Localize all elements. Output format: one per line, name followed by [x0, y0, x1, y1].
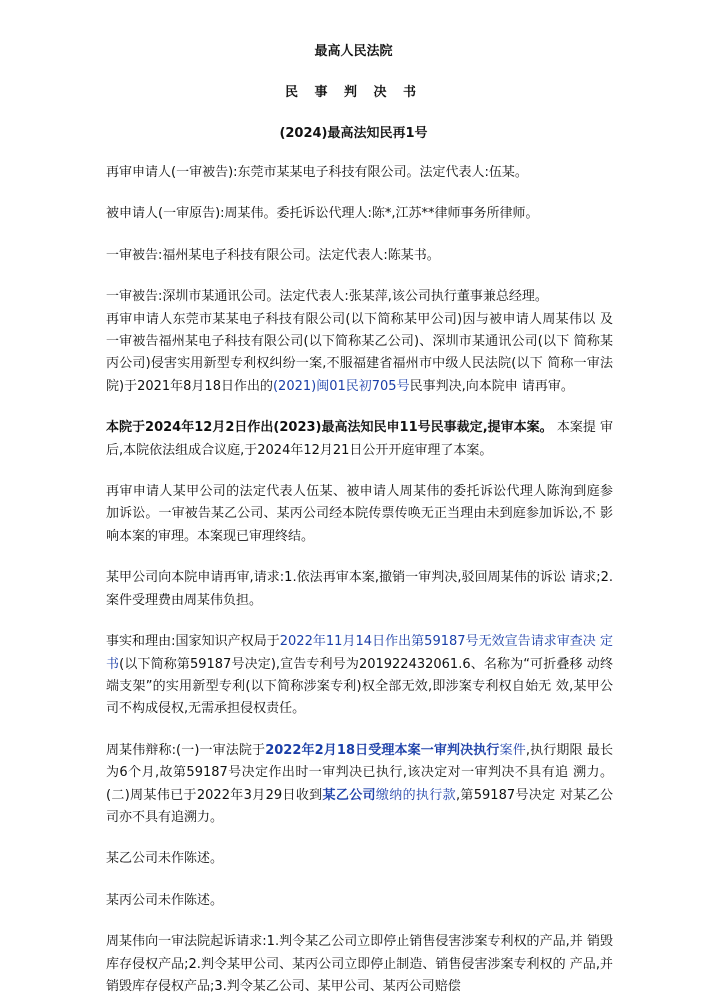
defense-text-a: 周某伟辩称:(一)一审法院于 — [106, 742, 266, 758]
paragraph-respondent: 被申请人(一审原告):周某伟。委托诉讼代理人:陈*,江苏**律师事务所律师。 — [106, 206, 539, 222]
company-b-link[interactable]: 某乙公司 — [322, 787, 376, 803]
case-background-text-b: 民事判决,向本院申 请再审。 — [409, 378, 574, 394]
paragraph-defense — [106, 740, 613, 830]
court-name: 最高人民法院 — [314, 44, 393, 59]
facts-text-b: (以下简称第59187号决定),宣告专利号为201922432061.6、名称为“可折叠移 动终端支架”的实用新型专利(以下简称涉案专利)权全部无效,即涉案专利权自始无 效,某甲公司不构成侵权,无需承担侵权责任。 — [106, 656, 613, 717]
paragraph-first-defendant: 一审被告:福州某电子科技有限公司。法定代表人:陈某书。 — [106, 247, 440, 263]
ruling-rest-text: 本案提 审后,本院依法组成合议庭,于2024年12月21日公开开庭审理了本案。 — [106, 420, 613, 458]
first-instance-judgment-link[interactable]: (2021)闽01民初705号 — [272, 378, 410, 394]
enforcement-case-link-suffix[interactable]: 案件 — [499, 742, 526, 758]
facts-text-a: 事实和理由:国家知识产权局于 — [106, 634, 280, 650]
paragraph-second-defendant: 一审被告:深圳市某通讯公司。法定代表人:张某萍,该公司执行董事兼总经理。 — [106, 289, 548, 305]
paragraph-ruling — [106, 417, 613, 462]
paragraph-hearing: 再审申请人某甲公司的法定代表人伍某、被申请人周某伟的委托诉讼代理人陈洵到庭参 加诉讼。一审被告某乙公司、某丙公司经本院传票传唤无正当理由未到庭参加诉讼,不 影响本案的审理。本案现已审理终结。 — [106, 484, 613, 544]
execution-payment-link[interactable]: 缴纳的执行款 — [375, 787, 456, 803]
paragraph-company-c-statement: 某丙公司未作陈述。 — [106, 892, 224, 908]
paragraph-retrial-applicant: 再审申请人(一审被告):东莞市某某电子科技有限公司。法定代表人:伍某。 — [106, 165, 528, 180]
invalidation-decision-link[interactable]: 2022年11月14日作出第59187号无效宣告请求审查决 定书 — [106, 634, 613, 672]
paragraph-first-instance-claims: 周某伟向一审法院起诉请求:1.判令某乙公司立即停止销售侵害涉案专利权的产品,并 销毁库存侵权产品;2.判令某甲公司、某丙公司立即停止制造、销售侵害涉案专利权的 产品,并销毁库存侵权产品;3.判令某乙公司、某甲公司、某丙公司赔偿 — [106, 934, 613, 994]
paragraph-company-b-statement: 某乙公司未作陈述。 — [106, 851, 224, 867]
ruling-bold-text: 本院于2024年12月2日作出(2023)最高法知民申11号民事裁定,提审本案。 — [106, 420, 553, 436]
case-background-text-a: 再审申请人东莞市某某电子科技有限公司(以下简称某甲公司)因与被申请人周某伟以 及一审被告福州某电子科技有限公司(以下简称某乙公司)、深圳市某通讯公司(以下 简称某丙公司)侵害实用新型专利权纠纷一案,不服福建省福州市中级人民法院(以下 简称一审法院)于2021年8月18日作出的 — [106, 311, 613, 394]
defense-text-c: ,第59187号决定 对某乙公司亦不具有追溯力。 — [106, 787, 613, 825]
paragraph-case-background — [106, 309, 613, 399]
enforcement-case-link[interactable]: 2022年2月18日受理本案一审判决执行 — [265, 742, 500, 758]
case-number: (2024)最高法知民再1号 — [279, 126, 428, 141]
paragraph-facts-reasons — [106, 631, 613, 721]
judgment-body — [106, 162, 613, 998]
paragraph-retrial-request: 某甲公司向本院申请再审,请求:1.依法再审本案,撤销一审判决,驳回周某伟的诉讼 请求;2.案件受理费由周某伟负担。 — [106, 570, 613, 608]
defense-text-b: ,执行期限 最长为6个月,故第59187号决定作出时一审判决已执行,该决定对一审判决不具有追 溯力。(二)周某伟已于2022年3月29日收到 — [106, 742, 613, 803]
document-type: 民 事 判 决 书 — [284, 85, 423, 100]
